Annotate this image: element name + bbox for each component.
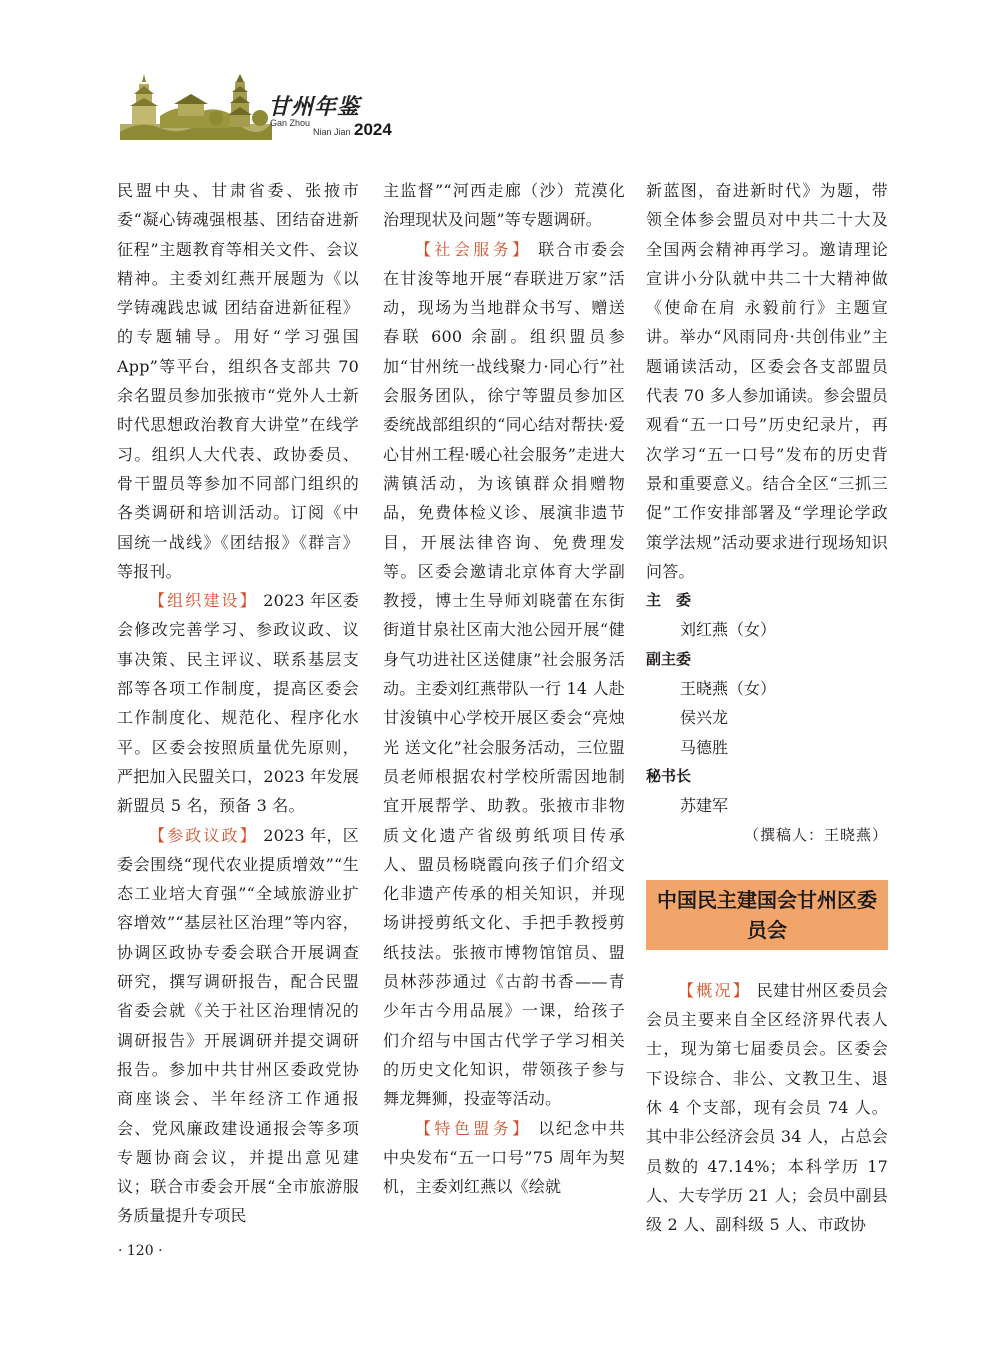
role-heading-chair: 主 委	[646, 591, 692, 610]
paragraph-text: 2023 年区委会修改完善学习、参政议政、议事决策、民主评议、联系基层支部等各项工作制度，提高区委会工作制度化、规范化、程序化水平。区委会按照质量优先原则，严把加入民盟关口，2023 年发展新盟员 5 名，预备 3 名。	[117, 591, 359, 816]
paragraph: 新蓝图，奋进新时代》为题，带领全体参会盟员对中共二十大及全国两会精神再学习。邀请理论宣讲小分队就中共二十大精神做《使命在肩 永毅前行》主题宣讲。举办“风雨同舟·共创伟业”主题诵读活动，区委会各支部盟员代表 70 多人参加诵读。参会盟员观看“五一口号”历史纪录片，再次学习“五一口号”发布的历史背景和重要意义。结合全区“三抓三促”工作安排部署及“学理论学政策学法规”活动要求进行现场知识问答。	[646, 181, 888, 581]
paragraph	[117, 586, 359, 820]
header-landmark-illustration	[120, 72, 272, 140]
member-name: 王晓燕（女）	[680, 679, 777, 699]
role-heading-vice-chair: 副主委	[646, 649, 692, 668]
yearbook-logo-title: 甘州年鉴	[268, 94, 361, 120]
paragraph: 民盟中央、甘肃省委、张掖市委“凝心铸魂强根基、团结奋进新征程”主题教育等相关文件、会议精神。主委刘红燕开展题为《以学铸魂践忠诚 团结奋进新征程》的专题辅导。用好“学习强国App”等平台，组织各支部共 70 余名盟员参加张掖市“党外人士新时代思想政治教育大讲堂”在线学习。组织人大代表、政协委员、骨干盟员等参加不同部门组织的各类调研和培训活动。订阅《中国统一战线》《团结报》《群言》等报刊。	[117, 181, 359, 581]
section-tag: 【参政议政】	[149, 825, 258, 845]
paragraph	[117, 821, 359, 1231]
paragraph	[383, 1114, 625, 1202]
section-tag: 【概况】	[678, 980, 752, 1000]
text-column-1	[117, 176, 359, 1231]
section-tag: 【社会服务】	[415, 239, 532, 259]
paragraph-text: 以纪念中共中央发布“五一口号”75 周年为契机，主委刘红燕以《绘就	[383, 1118, 625, 1197]
page-number: · 120 ·	[118, 1243, 163, 1259]
section-tag: 【特色盟务】	[415, 1118, 532, 1138]
pagoda-landscape-icon	[120, 72, 272, 140]
role-heading-secretary-general: 秘书长	[646, 766, 692, 785]
section-title-box	[646, 880, 888, 950]
author-credit: （撰稿人：王晓燕）	[743, 825, 888, 844]
yearbook-logo-en-line2: Nian Jian	[313, 127, 351, 137]
paragraph-text: 2023 年，区委会围绕“现代农业提质增效”“生态工业培大育强”“全域旅游业扩容增效”“基层社区治理”等内容，协调区政协专委会联合开展调查研究，撰写调研报告，配合民盟省委会就《关于社区治理情况的调研报告》开展调研并提交调研报告。参加中共甘州区委政党协商座谈会、半年经济工作通报会、党风廉政建设通报会等多项专题协商会议，并提出意见建议；联合市委会开展“全市旅游服务质量提升专项民	[117, 825, 359, 1226]
text-column-3	[646, 176, 888, 1240]
text-column-2	[383, 176, 625, 1201]
member-name: 侯兴龙	[680, 708, 729, 728]
paragraph	[646, 976, 888, 1240]
paragraph	[383, 235, 625, 1114]
section-title: 中国民主建国会甘州区委员会	[657, 887, 877, 942]
member-name: 刘红燕（女）	[680, 620, 777, 640]
member-name: 马德胜	[680, 737, 729, 757]
paragraph-text: 联合市委会在甘浚等地开展“春联进万家”活动，现场为当地群众书写、赠送春联 600 余副。组织盟员参加“甘州统一战线聚力·同心行”社会服务团队，徐宁等盟员参加区委统战部组织的“同心结对帮扶·爱心甘州工程·暖心社会服务”走进大满镇活动，为该镇群众捐赠物品，免费体检义诊、展演非遗节目，开展法律咨询、免费理发等。区委会邀请北京体育大学副教授，博士生导师刘晓蕾在东街街道甘泉社区南大池公园开展“健身气功进社区送健康”社会服务活动。主委刘红燕带队一行 14 人赴甘浚镇中心学校开展区委会“亮烛光 送文化”社会服务活动，三位盟员老师根据农村学校所需因地制宜开展帮学、助教。张掖市非物质文化遗产省级剪纸项目传承人、盟员杨晓霞向孩子们介绍文化非遗产传承的相关知识，并现场讲授剪纸文化、手把手教授剪纸技法。张掖市博物馆馆员、盟员林莎莎通过《古韵书香——青少年古今用品展》一课，给孩子们介绍与中国古代学子学习相关的历史文化知识，带领孩子参与舞龙舞狮，投壶等活动。	[383, 239, 625, 1109]
member-name: 苏建军	[680, 796, 729, 816]
section-tag: 【组织建设】	[149, 591, 258, 611]
paragraph-text: 民建甘州区委员会会员主要来自全区经济界代表人士，现为第七届委员会。区委会下设综合、非公、文教卫生、退休 4 个支部，现有会员 74 人。其中非公经济会员 34 人，占总会员数的 47.14%；本科学历 17 人、大专学历 21 人；会员中副县级 2 人、副科级 5 人、市政协	[646, 980, 888, 1235]
yearbook-logo-en-line1: Gan Zhou	[270, 118, 311, 128]
paragraph: 主监督”“河西走廊（沙）荒漠化治理现状及问题”等专题调研。	[383, 181, 625, 230]
yearbook-year: 2024	[354, 120, 392, 139]
